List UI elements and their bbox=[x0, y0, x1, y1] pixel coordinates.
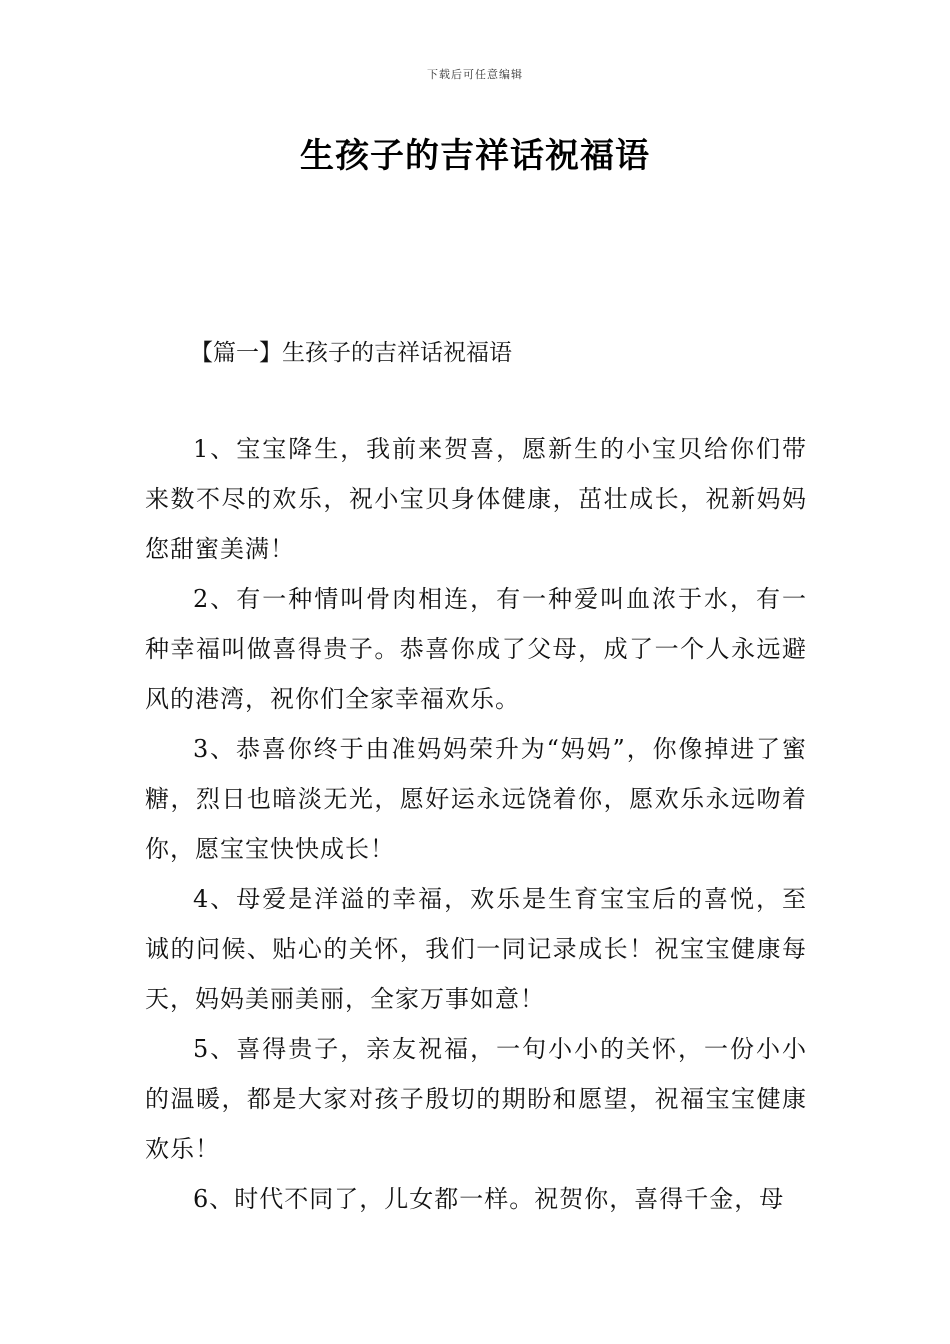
document-title: 生孩子的吉祥话祝福语 bbox=[300, 136, 650, 176]
paragraph-4: 4、母爱是洋溢的幸福，欢乐是生育宝宝后的喜悦，至诚的问候、贴心的关怀，我们一同记录成长！祝宝宝健康每天，妈妈美丽美丽，全家万事如意！ bbox=[145, 885, 807, 1013]
paragraph-5: 5、喜得贵子，亲友祝福，一句小小的关怀，一份小小的温暖，都是大家对孩子殷切的期盼和愿望，祝福宝宝健康欢乐！ bbox=[145, 1035, 807, 1163]
section-heading: 【篇一】生孩子的吉祥话祝福语 bbox=[190, 340, 512, 366]
paragraph-1: 1、宝宝降生，我前来贺喜，愿新生的小宝贝给你们带来数不尽的欢乐，祝小宝贝身体健康，茁壮成长，祝新妈妈您甜蜜美满！ bbox=[145, 435, 807, 563]
document-body bbox=[145, 424, 807, 1224]
paragraph-3: 3、恭喜你终于由准妈妈荣升为“妈妈”，你像掉进了蜜糖，烈日也暗淡无光，愿好运永远饶着你，愿欢乐永远吻着你，愿宝宝快快成长！ bbox=[145, 735, 807, 863]
page-header-note: 下载后可任意编辑 bbox=[427, 68, 523, 81]
paragraph-2: 2、有一种情叫骨肉相连，有一种爱叫血浓于水，有一种幸福叫做喜得贵子。恭喜你成了父母，成了一个人永远避风的港湾，祝你们全家幸福欢乐。 bbox=[145, 585, 807, 713]
paragraph-6: 6、时代不同了，儿女都一样。祝贺你，喜得千金，母 bbox=[193, 1185, 785, 1213]
